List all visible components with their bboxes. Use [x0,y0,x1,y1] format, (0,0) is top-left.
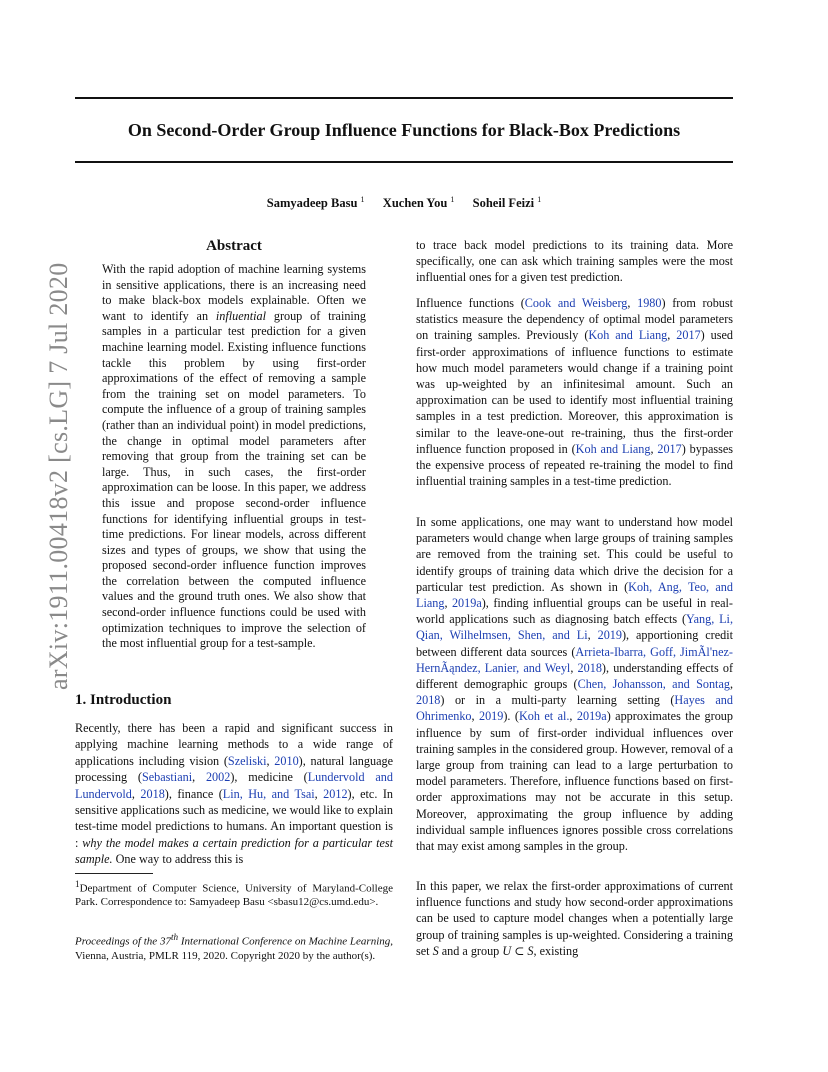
footnote-rule [75,873,153,874]
intro-paragraph-2: to trace back model predictions to its training data. More specifically, one can ask which training samples were the most influential ones for a given test prediction. [416,238,733,285]
citation-link[interactable]: 2012 [323,786,348,801]
citation-link[interactable]: 2019 [478,709,504,724]
author-name: Samyadeep Basu [266,196,358,211]
paper-title: On Second-Order Group Influence Functions for Black-Box Predictions [127,120,681,140]
affiliation-footnote: $^1$Department of Computer Science, University of Maryland-College Park. Correspondence to: Samyadeep Basu <sbasu12@cs.umd.edu>. [75,879,393,909]
intro-paragraph-1: Recently, there has been a rapid and significant success in applying machine learning methods to a wide range of applications including vision (Szeliski, 2010), natural language processing (Sebastiani, 2002), medicine (Lundervold and Lundervold, 2018), finance (Lin, Hu, and Tsai, 2012), etc. In sensitive applications such as medicine, we would like to explain test-time model predictions to humans. An important question is : why the model makes a certain prediction for a particular test sample. One way to address this is [75,721,394,867]
citation-link[interactable]: Cook and Weisberg [524,296,628,310]
citation-link[interactable]: 2010 [274,753,299,768]
citation-link[interactable]: 2018 [416,693,441,708]
author-affiliation-mark: 1 [360,195,365,204]
citation-link[interactable]: 1980 [637,296,662,310]
citation-link[interactable]: Koh and Liang [588,328,668,343]
arxiv-side-stamp: arXiv:1911.00418v2 [cs.LG] 7 Jul 2020 [44,262,73,690]
citation-link[interactable]: 2019a [576,709,607,724]
section-heading-introduction: 1. Introduction [75,692,172,708]
citation-link[interactable]: Koh, Ang, Teo, and Liang [416,579,733,611]
citation-link[interactable]: Lundervold and Lundervold [75,770,393,801]
intro-paragraph-5: In this paper, we relax the first-order approximations of current influence functions and study how second-order approximations can be used to capture model changes when a potentially large group of training samples is up-weighted. Considering a training set S and a group U ⊂ S, existing [416,879,733,958]
title-rule-top [75,97,733,99]
citation-link[interactable]: 2018 [577,660,602,675]
intro-paragraph-4: In some applications, one may want to understand how model parameters would change when large groups of training samples are removed from the training set. This could be useful to identify groups of training data which drive the decision for a particular test prediction. As shown in (Koh, Ang, Teo, and Liang, 2019a), finding influential groups can be useful in real-world applications such as diagnosing batch effects (Yang, Li, Qian, Wilhelmsen, Shen, and Li, 2019), apportioning credit between different data sources (Arrieta-Ibarra, Goff, JimÃl'nez-HernÃąndez, Lanier, and Weyl, 2018), understanding effects of different demographic groups (Chen, Johansson, and Sontag, 2018) or in a multi-party learning setting (Hayes and Ohrimenko, 2019). (Koh et al., 2019a) approximates the group influence by sum of first-order individual influences over training samples in the considered group. However, removal of a large group from training can lead to a large perturbation to model parameters. Therefore, influence functions based on first-order approximations may not be accurate in this setup. Moreover, approximating the group influence by adding individual sample influences ignores possible cross correlations that may exist among samples in the group. [416,515,734,854]
math-symbol: S [432,943,439,958]
author-name: Soheil Feizi [472,196,535,211]
citation-link[interactable]: 2002 [205,770,231,785]
citation-link[interactable]: Koh and Liang [575,441,651,456]
author-list [75,191,733,212]
proceedings-notice: Proceedings of the 37th International Conference on Machine Learning, Vienna, Austria, PMLR 119, 2020. Copyright 2020 by the author(s). [75,932,393,962]
author-affiliation-mark: 1 [450,195,455,204]
math-symbol: U ⊂ S [502,943,534,958]
citation-link[interactable]: 2017 [676,328,701,343]
author-affiliation-mark: 1 [537,195,542,204]
author-name: Xuchen You [382,196,448,211]
citation-link[interactable]: 2018 [140,786,165,801]
title-rule-bottom [75,161,733,163]
citation-link[interactable]: 2017 [657,441,682,456]
abstract-body: With the rapid adoption of machine learning systems in sensitive applications, there is an increasing need to make black-box models explainable. Often we want to identify an influential group of training samples in a particular test prediction for a given machine learning model. Existing influence functions tackle this problem by using first-order approximations of the effect of removing a sample from the training set on model parameters. To compute the influence of a group of training samples (rather than an individual point) in model predictions, the change in optimal model parameters after removing that group from the training set can be large. Thus, in such cases, the first-order approximation can be loose. In this paper, we address this issue and propose second-order influence functions for identifying influential groups in test-time predictions. For linear models, across different sizes and types of groups, we show that using the proposed second-order influence function improves the correlation between the computed influence values and the ground truth ones. We also show that second-order influence functions could be used with optimization techniques to improve the selection of the most influential group for a test-sample. [102,262,366,651]
citation-link[interactable]: Lin, Hu, and Tsai [222,786,315,801]
citation-link[interactable]: Szeliski [227,753,267,768]
citation-link[interactable]: Koh et al. [518,709,570,724]
citation-link[interactable]: Chen, Johansson, and Sontag [577,677,730,692]
citation-link[interactable]: Yang, Li, Qian, Wilhelmsen, Shen, and Li [416,612,733,643]
citation-link[interactable]: Hayes and Ohrimenko [416,693,733,724]
citation-link[interactable]: Arrieta-Ibarra, Goff, JimÃl'nez-HernÃąndez, Lanier, and Weyl [416,644,733,675]
citation-link[interactable]: 2019a [451,596,482,611]
intro-paragraph-3: Influence functions (Cook and Weisberg, 1980) from robust statistics measure the dependency of optimal model parameters on training samples. Previously (Koh and Liang, 2017) used first-order approximations of influence functions to estimate how much model parameters would change if a training point was up-weighted by an infinitesimal amount. Such an approximation can be used to identify most influential training samples in a test prediction. Moreover, this approximation is similar to the leave-one-out re-training, thus the first-order influence function proposed in (Koh and Liang, 2017) bypasses the expensive process of repeated re-training the model to find influential training samples in a test-time prediction. [416,296,734,489]
abstract-heading: Abstract [206,238,262,254]
citation-link[interactable]: Sebastiani [141,770,193,785]
citation-link[interactable]: 2019 [597,628,622,643]
